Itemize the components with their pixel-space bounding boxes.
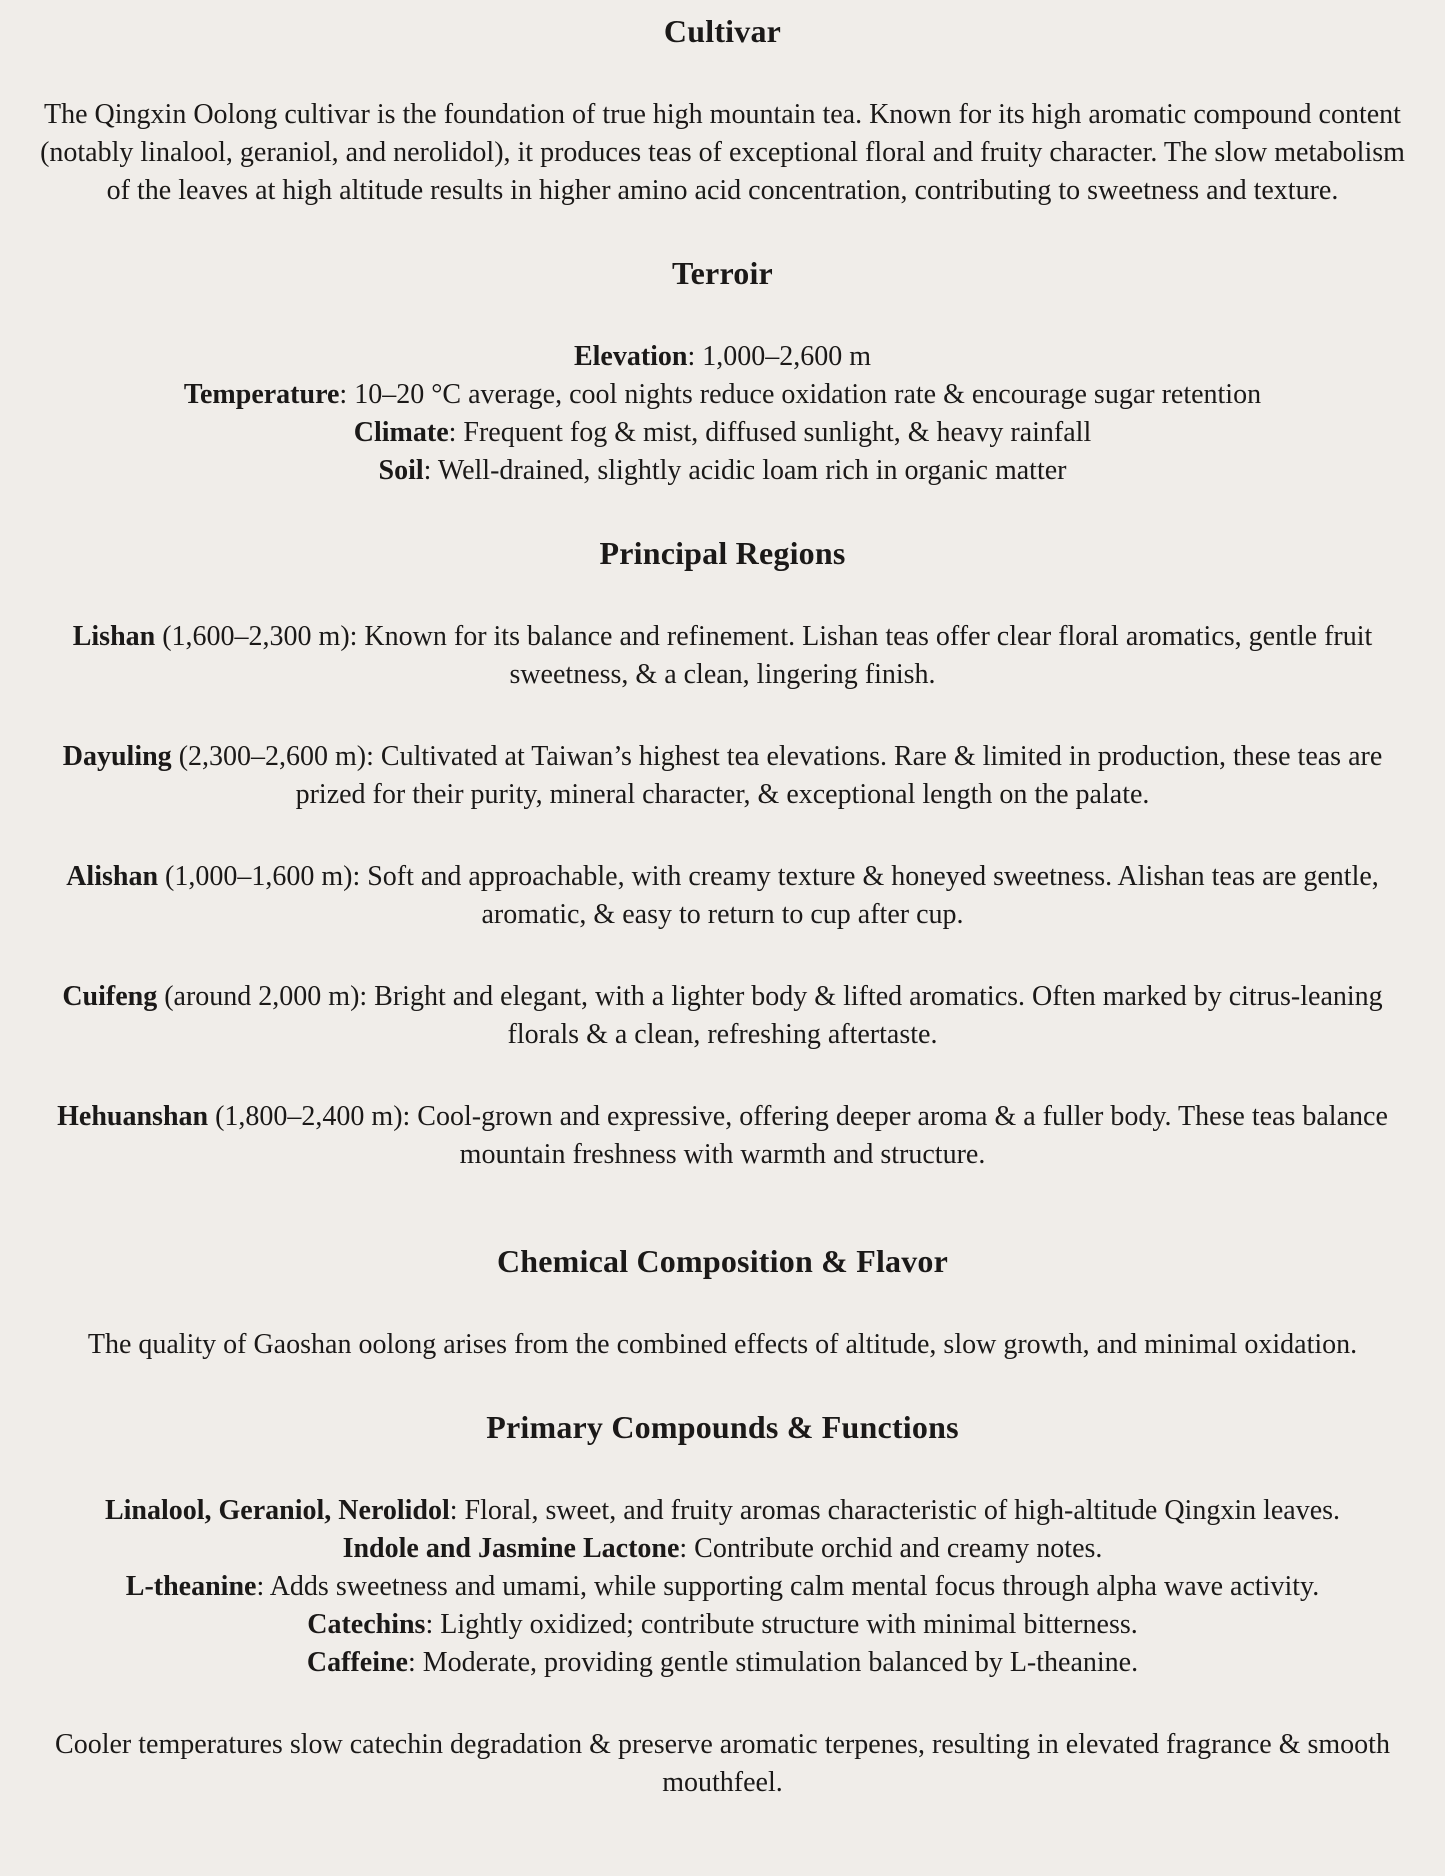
region-description: (2,300–2,600 m): Cultivated at Taiwan’s highest tea elevations. Rare & limited in production, these teas are prized for their purity, mineral character, & exceptional length on the palate. (171, 741, 1383, 810)
compound-label: Catechins (307, 1609, 426, 1640)
compound-description: : Adds sweetness and umami, while supporting calm mental focus through alpha wave activity. (256, 1571, 1320, 1602)
terroir-item-climate (26, 414, 1419, 452)
section-heading-principal-regions: Principal Regions (599, 535, 846, 571)
region-paragraph-hehuanshan (26, 1098, 1419, 1174)
compound-item-catechins (26, 1606, 1419, 1644)
region-description: (around 2,000 m): Bright and elegant, with a lighter body & lifted aromatics. Often marked by citrus-leaning florals & a clean, refreshing aftertaste. (157, 981, 1383, 1050)
compound-item-l-theanine (26, 1568, 1419, 1606)
compounds-list (26, 1492, 1419, 1682)
terroir-item-temperature (26, 376, 1419, 414)
compound-description: : Lightly oxidized; contribute structure with minimal bitterness. (425, 1609, 1138, 1640)
region-name: Alishan (66, 861, 159, 892)
section-heading-cultivar: Cultivar (663, 13, 782, 49)
region-name: Lishan (72, 621, 156, 652)
terroir-value: : 10–20 °C average, cool nights reduce oxidation rate & encourage sugar retention (339, 379, 1262, 410)
terroir-item-soil (26, 452, 1419, 490)
compound-item-caffeine (26, 1644, 1419, 1682)
terroir-list (26, 338, 1419, 490)
compound-description: : Floral, sweet, and fruity aromas characteristic of high-altitude Qingxin leaves. (449, 1495, 1341, 1526)
compound-description: : Moderate, providing gentle stimulation balanced by L-theanine. (407, 1647, 1139, 1678)
compound-description: : Contribute orchid and creamy notes. (679, 1533, 1103, 1564)
region-description: (1,000–1,600 m): Soft and approachable, with creamy texture & honeyed sweetness. Alishan teas are gentle, aromatic, & easy to return to cup after cup. (158, 861, 1379, 930)
region-name: Dayuling (62, 741, 172, 772)
region-paragraph-dayuling (26, 738, 1419, 814)
compound-item-indole-jasmine-lactone (26, 1530, 1419, 1568)
section-heading-terroir: Terroir (672, 255, 773, 291)
compound-label: Linalool, Geraniol, Nerolidol (104, 1495, 450, 1526)
region-paragraph-alishan (26, 858, 1419, 934)
compound-label: L-theanine (125, 1571, 257, 1602)
compound-label: Indole and Jasmine Lactone (342, 1533, 680, 1564)
region-description: (1,800–2,400 m): Cool-grown and expressive, offering deeper aroma & a fuller body. These teas balance mountain freshness with warmth and structure. (208, 1101, 1388, 1170)
terroir-value: : 1,000–2,600 m (687, 341, 872, 372)
terroir-value: : Well-drained, slightly acidic loam rich in organic matter (423, 455, 1067, 486)
terroir-label: Elevation (573, 341, 688, 372)
terroir-value: : Frequent fog & mist, diffused sunlight, & heavy rainfall (448, 417, 1092, 448)
region-paragraph-lishan (26, 618, 1419, 694)
terroir-label: Climate (353, 417, 449, 448)
region-name: Hehuanshan (57, 1101, 209, 1132)
region-description: (1,600–2,300 m): Known for its balance and refinement. Lishan teas offer clear floral aromatics, gentle fruit sweetness, & a clean, lingering finish. (155, 621, 1373, 690)
section-heading-primary-compounds: Primary Compounds & Functions (486, 1409, 959, 1445)
compounds-footer-paragraph: Cooler temperatures slow catechin degradation & preserve aromatic terpenes, resulting in elevated fragrance & smooth mouthfeel. (55, 1729, 1390, 1798)
region-paragraph-cuifeng (26, 978, 1419, 1054)
cultivar-paragraph: The Qingxin Oolong cultivar is the foundation of true high mountain tea. Known for its high aromatic compound content (notably linalool, geraniol, and nerolidol), it produces teas of exceptional floral and fruity character. The slow metabolism of the leaves at high altitude results in higher amino acid concentration, contributing to sweetness and texture. (40, 99, 1405, 206)
compound-item-linalool-geraniol-nerolidol (26, 1492, 1419, 1530)
chemical-paragraph: The quality of Gaoshan oolong arises from the combined effects of altitude, slow growth, and minimal oxidation. (87, 1329, 1358, 1360)
compound-label: Caffeine (306, 1647, 408, 1678)
region-name: Cuifeng (62, 981, 158, 1012)
terroir-item-elevation (26, 338, 1419, 376)
terroir-label: Soil (378, 455, 424, 486)
section-heading-chemical-composition: Chemical Composition & Flavor (496, 1243, 949, 1279)
terroir-label: Temperature (183, 379, 340, 410)
